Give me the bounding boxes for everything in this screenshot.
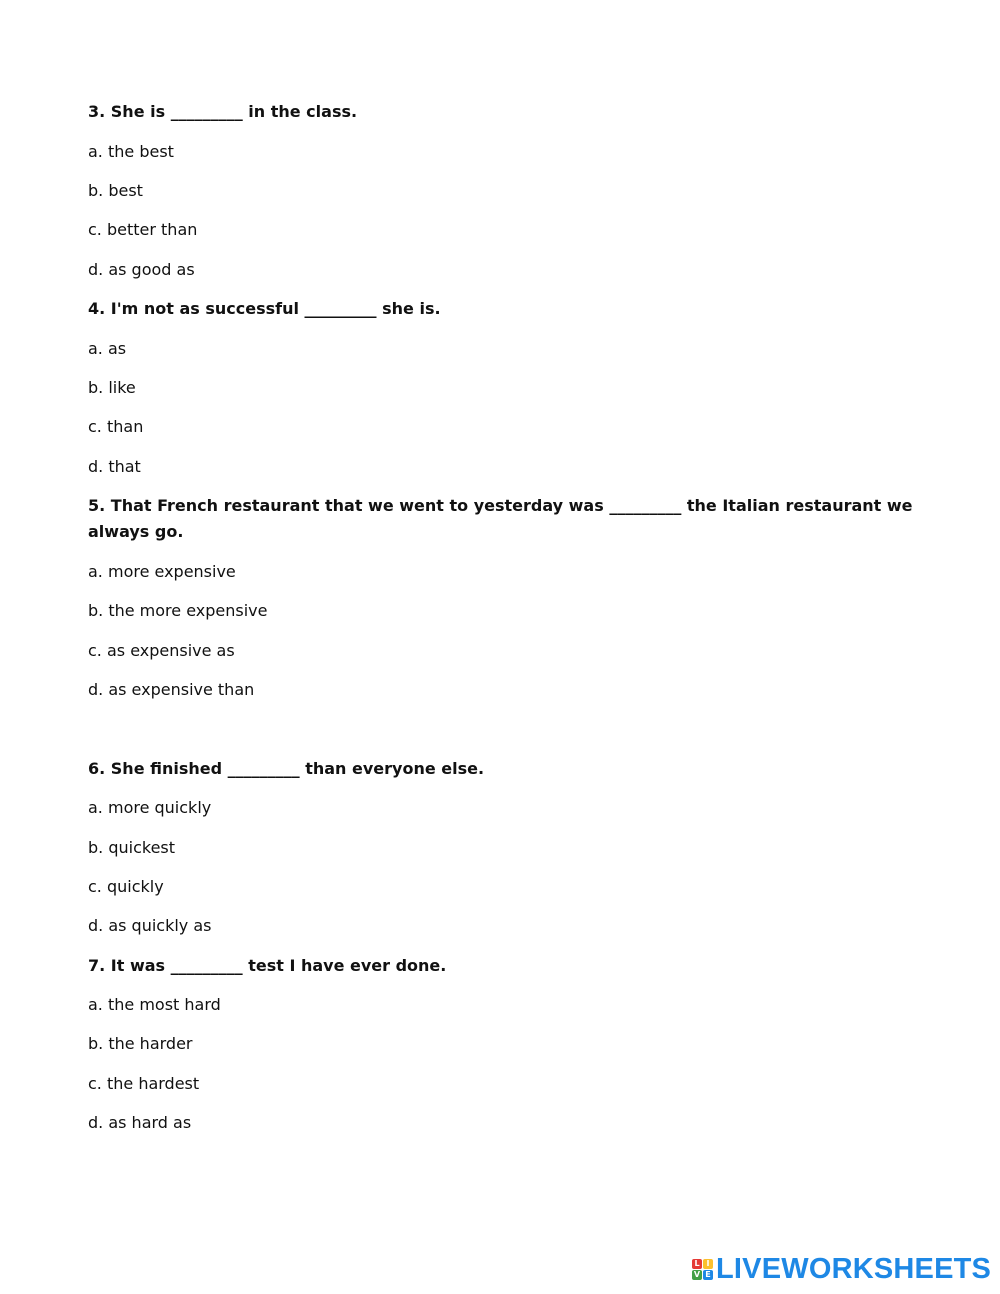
question-6: 6. She finished _________ than everyone else.	[88, 759, 485, 778]
question-4-option-a[interactable]: a. as	[88, 339, 127, 358]
question-5-option-c[interactable]: c. as expensive as	[88, 641, 235, 660]
question-6-option-b[interactable]: b. quickest	[88, 838, 176, 857]
question-5-option-d[interactable]: d. as expensive than	[88, 680, 255, 699]
question-7-option-a[interactable]: a. the most hard	[88, 995, 221, 1014]
question-3-option-d[interactable]: d. as good as	[88, 260, 195, 279]
question-7-option-d[interactable]: d. as hard as	[88, 1113, 192, 1132]
question-7-option-c[interactable]: c. the hardest	[88, 1074, 200, 1093]
question-3-option-c[interactable]: c. better than	[88, 220, 198, 239]
logo-mark-i: I	[703, 1259, 713, 1269]
question-3-option-b[interactable]: b. best	[88, 181, 143, 200]
liveworksheets-logo	[692, 1254, 991, 1284]
question-5: 5. That French restaurant that we went to yesterday was _________ the Italian restaurant we always go.	[88, 496, 913, 541]
logo-mark-l: L	[692, 1259, 702, 1269]
question-5-option-a[interactable]: a. more expensive	[88, 562, 236, 581]
question-6-option-c[interactable]: c. quickly	[88, 877, 164, 896]
question-4-option-d[interactable]: d. that	[88, 457, 141, 476]
question-3-option-a[interactable]: a. the best	[88, 142, 174, 161]
question-7: 7. It was _________ test I have ever done.	[88, 956, 447, 975]
logo-text: LIVEWORKSHEETS	[716, 1252, 992, 1285]
question-7-option-b[interactable]: b. the harder	[88, 1034, 193, 1053]
question-6-option-d[interactable]: d. as quickly as	[88, 916, 212, 935]
question-3: 3. She is _________ in the class.	[88, 102, 358, 121]
question-5-option-b[interactable]: b. the more expensive	[88, 601, 268, 620]
question-4-option-b[interactable]: b. like	[88, 378, 136, 397]
question-4: 4. I'm not as successful _________ she is.	[88, 299, 441, 318]
logo-mark-icon	[692, 1259, 713, 1280]
question-4-option-c[interactable]: c. than	[88, 417, 144, 436]
question-6-option-a[interactable]: a. more quickly	[88, 798, 212, 817]
logo-mark-e: E	[703, 1270, 713, 1280]
logo-mark-v: V	[693, 1269, 701, 1279]
